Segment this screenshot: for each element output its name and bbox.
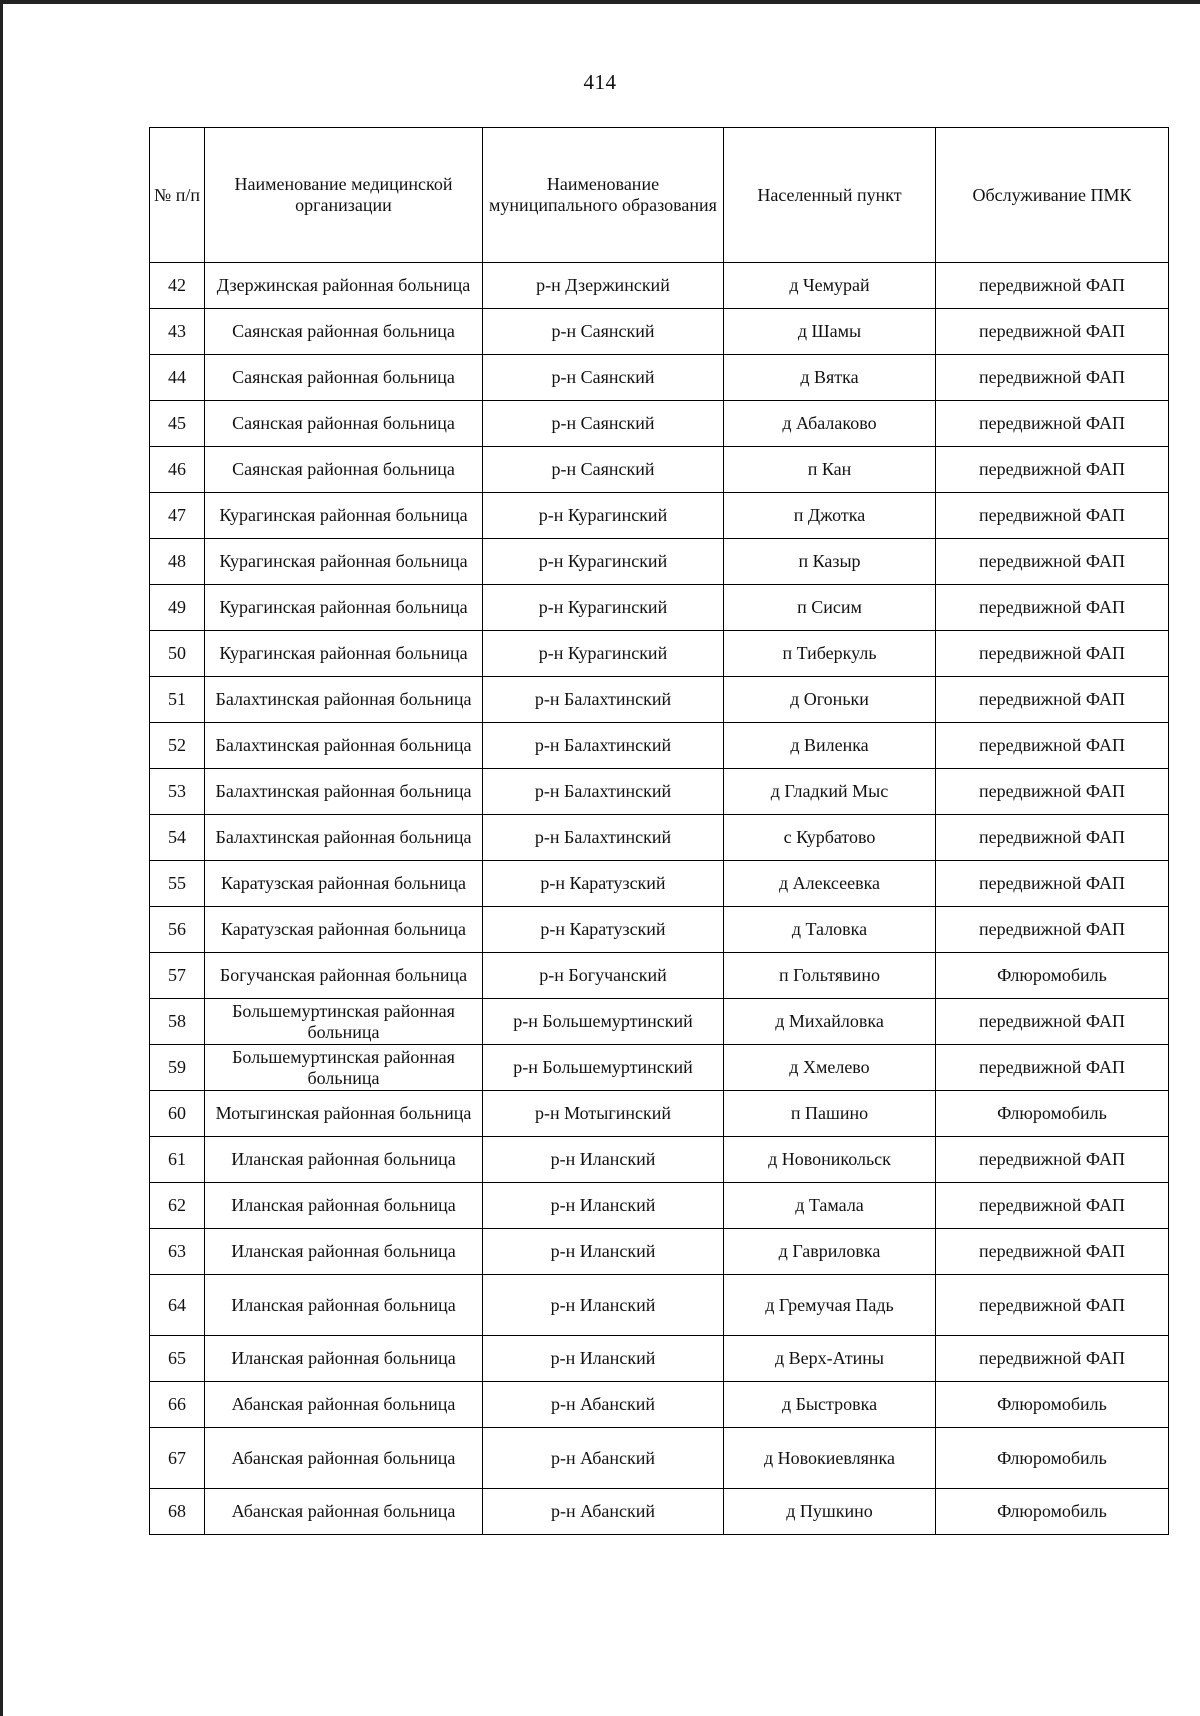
table-row [150, 1428, 1169, 1489]
cell-number: 62 [150, 1183, 205, 1229]
table-row [150, 999, 1169, 1045]
cell-service: передвижной ФАП [936, 447, 1169, 493]
facilities-table [149, 127, 1169, 1535]
cell-locality: д Гавриловка [724, 1229, 936, 1275]
cell-municipality: р-н Иланский [483, 1275, 724, 1336]
cell-municipality: р-н Иланский [483, 1336, 724, 1382]
cell-organization: Большемуртинская районная больница [205, 999, 483, 1045]
cell-number: 54 [150, 815, 205, 861]
cell-number: 66 [150, 1382, 205, 1428]
cell-locality: д Хмелево [724, 1045, 936, 1091]
cell-number: 58 [150, 999, 205, 1045]
cell-municipality: р-н Большемуртинский [483, 999, 724, 1045]
cell-service: передвижной ФАП [936, 1229, 1169, 1275]
cell-municipality: р-н Балахтинский [483, 677, 724, 723]
table-row [150, 769, 1169, 815]
table-row [150, 585, 1169, 631]
cell-service: передвижной ФАП [936, 539, 1169, 585]
header-organization: Наименование медицинской организации [205, 128, 483, 263]
cell-service: передвижной ФАП [936, 769, 1169, 815]
cell-number: 67 [150, 1428, 205, 1489]
page-number: 414 [583, 70, 617, 94]
table-row [150, 1045, 1169, 1091]
cell-organization: Большемуртинская районная больница [205, 1045, 483, 1091]
cell-number: 50 [150, 631, 205, 677]
cell-service: передвижной ФАП [936, 631, 1169, 677]
cell-locality: д Михайловка [724, 999, 936, 1045]
cell-locality: п Сисим [724, 585, 936, 631]
cell-municipality: р-н Большемуртинский [483, 1045, 724, 1091]
cell-organization: Каратузская районная больница [205, 861, 483, 907]
table-row [150, 401, 1169, 447]
cell-locality: д Таловка [724, 907, 936, 953]
table-row [150, 1091, 1169, 1137]
table-row [150, 309, 1169, 355]
cell-municipality: р-н Дзержинский [483, 263, 724, 309]
table-row [150, 907, 1169, 953]
table-row [150, 1489, 1169, 1535]
cell-municipality: р-н Балахтинский [483, 815, 724, 861]
cell-service: Флюромобиль [936, 1091, 1169, 1137]
table-row [150, 723, 1169, 769]
cell-municipality: р-н Саянский [483, 401, 724, 447]
cell-locality: д Гремучая Падь [724, 1275, 936, 1336]
cell-organization: Каратузская районная больница [205, 907, 483, 953]
table-header [150, 128, 1169, 263]
cell-locality: п Тиберкуль [724, 631, 936, 677]
cell-municipality: р-н Саянский [483, 355, 724, 401]
cell-locality: д Новокиевлянка [724, 1428, 936, 1489]
table-row [150, 447, 1169, 493]
cell-locality: д Виленка [724, 723, 936, 769]
table-row [150, 1336, 1169, 1382]
cell-number: 59 [150, 1045, 205, 1091]
cell-municipality: р-н Мотыгинский [483, 1091, 724, 1137]
table-row [150, 263, 1169, 309]
cell-number: 56 [150, 907, 205, 953]
table-row [150, 1137, 1169, 1183]
cell-service: передвижной ФАП [936, 401, 1169, 447]
table-row [150, 1275, 1169, 1336]
cell-organization: Дзержинская районная больница [205, 263, 483, 309]
table-row [150, 539, 1169, 585]
cell-locality: п Казыр [724, 539, 936, 585]
cell-municipality: р-н Курагинский [483, 631, 724, 677]
cell-locality: д Шамы [724, 309, 936, 355]
cell-organization: Саянская районная больница [205, 355, 483, 401]
page-frame-left-border [0, 0, 3, 1716]
cell-number: 51 [150, 677, 205, 723]
cell-locality: д Огоньки [724, 677, 936, 723]
cell-locality: с Курбатово [724, 815, 936, 861]
cell-number: 61 [150, 1137, 205, 1183]
cell-organization: Мотыгинская районная больница [205, 1091, 483, 1137]
cell-service: передвижной ФАП [936, 1336, 1169, 1382]
table-row [150, 1382, 1169, 1428]
cell-locality: д Новоникольск [724, 1137, 936, 1183]
cell-service: передвижной ФАП [936, 585, 1169, 631]
cell-service: Флюромобиль [936, 1489, 1169, 1535]
cell-number: 65 [150, 1336, 205, 1382]
header-municipality: Наименование муниципального образования [483, 128, 724, 263]
cell-service: передвижной ФАП [936, 861, 1169, 907]
cell-municipality: р-н Иланский [483, 1229, 724, 1275]
cell-municipality: р-н Иланский [483, 1137, 724, 1183]
table-header-row [150, 128, 1169, 263]
cell-organization: Иланская районная больница [205, 1183, 483, 1229]
table-body [150, 263, 1169, 1535]
cell-organization: Курагинская районная больница [205, 539, 483, 585]
cell-service: передвижной ФАП [936, 1275, 1169, 1336]
cell-locality: п Гольтявино [724, 953, 936, 999]
cell-number: 68 [150, 1489, 205, 1535]
table-row [150, 1229, 1169, 1275]
cell-organization: Курагинская районная больница [205, 493, 483, 539]
table-row [150, 815, 1169, 861]
page-frame-top-border [0, 0, 1200, 4]
table-row [150, 355, 1169, 401]
cell-organization: Иланская районная больница [205, 1137, 483, 1183]
cell-number: 45 [150, 401, 205, 447]
cell-number: 64 [150, 1275, 205, 1336]
cell-municipality: р-н Курагинский [483, 585, 724, 631]
cell-organization: Абанская районная больница [205, 1489, 483, 1535]
table-row [150, 1183, 1169, 1229]
cell-locality: д Быстровка [724, 1382, 936, 1428]
table-row [150, 631, 1169, 677]
cell-service: передвижной ФАП [936, 907, 1169, 953]
table-row [150, 493, 1169, 539]
cell-number: 53 [150, 769, 205, 815]
cell-organization: Иланская районная больница [205, 1229, 483, 1275]
header-locality: Населенный пункт [724, 128, 936, 263]
cell-locality: д Чемурай [724, 263, 936, 309]
cell-municipality: р-н Абанский [483, 1382, 724, 1428]
cell-number: 55 [150, 861, 205, 907]
cell-number: 46 [150, 447, 205, 493]
cell-service: передвижной ФАП [936, 355, 1169, 401]
cell-service: передвижной ФАП [936, 1045, 1169, 1091]
header-service: Обслуживание ПМК [936, 128, 1169, 263]
cell-organization: Саянская районная больница [205, 447, 483, 493]
cell-locality: п Кан [724, 447, 936, 493]
table-row [150, 953, 1169, 999]
cell-municipality: р-н Богучанский [483, 953, 724, 999]
cell-number: 49 [150, 585, 205, 631]
cell-number: 47 [150, 493, 205, 539]
cell-service: передвижной ФАП [936, 815, 1169, 861]
cell-number: 43 [150, 309, 205, 355]
cell-municipality: р-н Иланский [483, 1183, 724, 1229]
cell-service: передвижной ФАП [936, 1137, 1169, 1183]
cell-organization: Курагинская районная больница [205, 585, 483, 631]
cell-service: передвижной ФАП [936, 723, 1169, 769]
cell-organization: Балахтинская районная больница [205, 723, 483, 769]
cell-organization: Богучанская районная больница [205, 953, 483, 999]
cell-organization: Балахтинская районная больница [205, 769, 483, 815]
header-number: № п/п [150, 128, 205, 263]
cell-locality: д Вятка [724, 355, 936, 401]
cell-number: 60 [150, 1091, 205, 1137]
cell-organization: Саянская районная больница [205, 401, 483, 447]
cell-municipality: р-н Саянский [483, 309, 724, 355]
cell-municipality: р-н Балахтинский [483, 723, 724, 769]
cell-municipality: р-н Саянский [483, 447, 724, 493]
cell-organization: Балахтинская районная больница [205, 815, 483, 861]
cell-service: передвижной ФАП [936, 263, 1169, 309]
cell-number: 48 [150, 539, 205, 585]
cell-organization: Балахтинская районная больница [205, 677, 483, 723]
cell-locality: д Алексеевка [724, 861, 936, 907]
cell-locality: д Гладкий Мыс [724, 769, 936, 815]
cell-number: 52 [150, 723, 205, 769]
cell-municipality: р-н Курагинский [483, 539, 724, 585]
cell-number: 42 [150, 263, 205, 309]
cell-organization: Абанская районная больница [205, 1382, 483, 1428]
cell-locality: д Верх-Атины [724, 1336, 936, 1382]
table-row [150, 861, 1169, 907]
cell-service: передвижной ФАП [936, 1183, 1169, 1229]
table-row [150, 677, 1169, 723]
cell-municipality: р-н Балахтинский [483, 769, 724, 815]
cell-locality: д Тамала [724, 1183, 936, 1229]
cell-organization: Иланская районная больница [205, 1336, 483, 1382]
cell-municipality: р-н Каратузский [483, 861, 724, 907]
cell-municipality: р-н Абанский [483, 1489, 724, 1535]
cell-number: 44 [150, 355, 205, 401]
cell-locality: д Пушкино [724, 1489, 936, 1535]
cell-service: передвижной ФАП [936, 677, 1169, 723]
cell-service: передвижной ФАП [936, 309, 1169, 355]
cell-locality: п Пашино [724, 1091, 936, 1137]
cell-organization: Иланская районная больница [205, 1275, 483, 1336]
cell-municipality: р-н Абанский [483, 1428, 724, 1489]
cell-service: передвижной ФАП [936, 999, 1169, 1045]
cell-locality: д Абалаково [724, 401, 936, 447]
cell-municipality: р-н Каратузский [483, 907, 724, 953]
cell-organization: Курагинская районная больница [205, 631, 483, 677]
cell-number: 63 [150, 1229, 205, 1275]
cell-locality: п Джотка [724, 493, 936, 539]
cell-organization: Абанская районная больница [205, 1428, 483, 1489]
cell-service: передвижной ФАП [936, 493, 1169, 539]
cell-service: Флюромобиль [936, 1428, 1169, 1489]
cell-number: 57 [150, 953, 205, 999]
cell-municipality: р-н Курагинский [483, 493, 724, 539]
cell-organization: Саянская районная больница [205, 309, 483, 355]
cell-service: Флюромобиль [936, 953, 1169, 999]
cell-service: Флюромобиль [936, 1382, 1169, 1428]
